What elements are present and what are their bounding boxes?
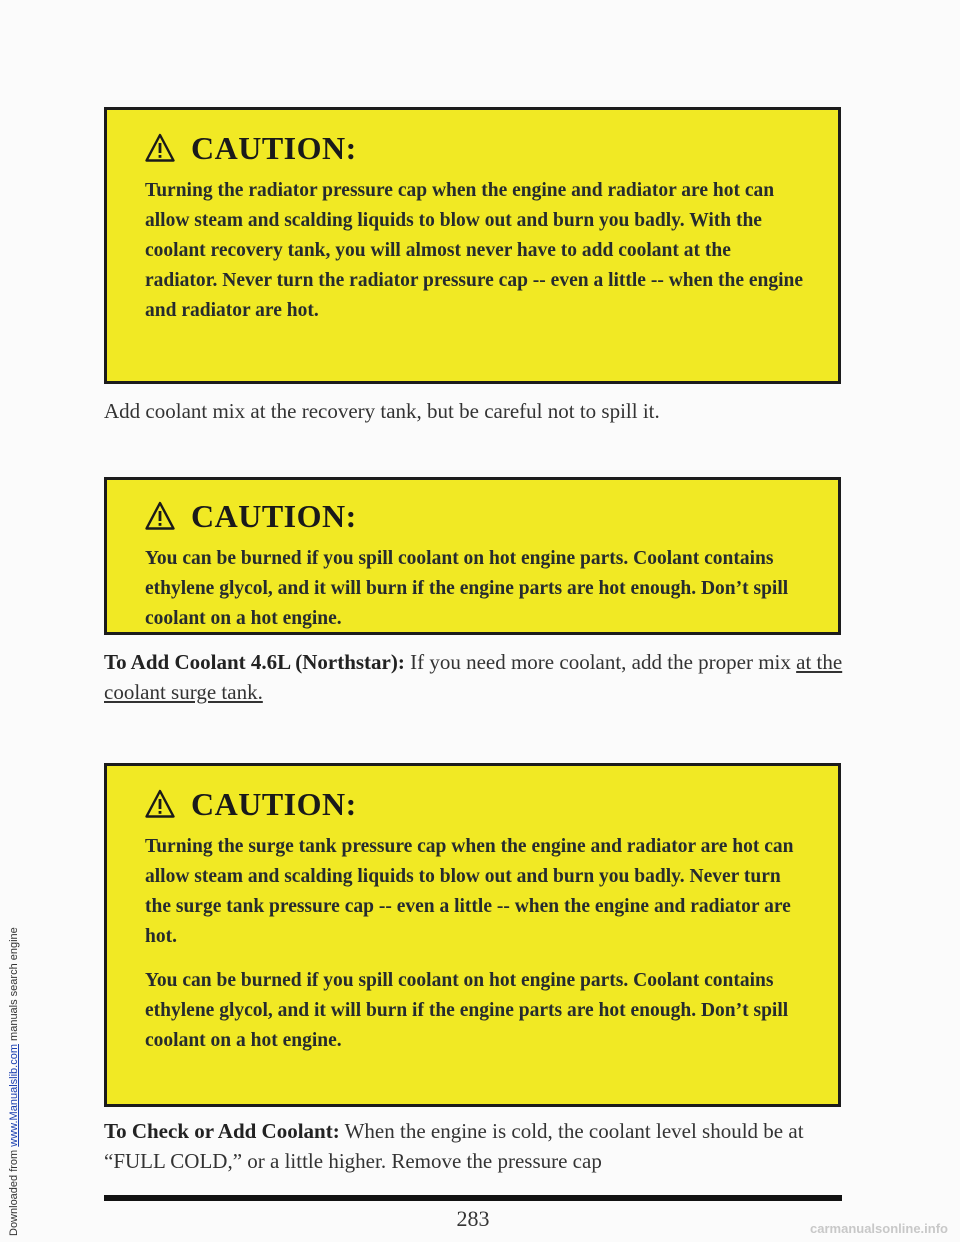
page-number: 283: [456, 1206, 490, 1231]
caution-text: You can be burned if you spill coolant on hot engine parts. Coolant contains ethylene glycol, and it will burn if the engine parts are hot enough. Don’t spill coolant on a hot engine.: [145, 970, 789, 1051]
surge-tank-phrase: at the coolant surge tank.: [104, 650, 843, 704]
check-coolant-body: When the engine is cold, the coolant level should be at “FULL COLD,” or a little higher. Remove the pressure cap: [104, 1119, 804, 1173]
footer-rule: [104, 1195, 842, 1201]
download-suffix: manuals search engine: [8, 927, 20, 1045]
caution-heading: [145, 132, 808, 164]
warning-triangle-icon: [145, 501, 175, 531]
manualslib-link[interactable]: www.Manualslib.com: [8, 1044, 20, 1147]
download-margin: [0, 0, 24, 1242]
caution-title: CAUTION:: [191, 130, 357, 166]
caution-box-radiator-cap: [104, 107, 841, 384]
add-mix-paragraph: Add coolant mix at the recovery tank, but be careful not to spill it.: [104, 399, 660, 423]
check-coolant-paragraph: [104, 1116, 844, 1176]
caution-text: You can be burned if you spill coolant on hot engine parts. Coolant contains ethylene glycol, and it will burn if the engine parts are hot enough. Don’t spill coolant on a hot engine.: [145, 548, 789, 629]
add-coolant-paragraph: [104, 647, 844, 707]
check-coolant-heading: To Check or Add Coolant:: [104, 1119, 340, 1143]
watermark: carmanualsonline.info: [810, 1221, 948, 1236]
caution-box-surge-tank: [104, 763, 841, 1107]
download-notice: [8, 927, 20, 1236]
warning-triangle-icon: [145, 789, 175, 819]
caution-title: CAUTION:: [191, 786, 357, 822]
caution-text: Turning the surge tank pressure cap when the engine and radiator are hot can allow steam and scalding liquids to blow out and burn you badly. Never turn the surge tank pressure cap -- even a little -- when the engine and radiator are hot.: [145, 836, 794, 947]
add-coolant-body: If you need more coolant, add the proper mix: [404, 650, 797, 674]
caution-text: Turning the radiator pressure cap when the engine and radiator are hot can allow steam and scalding liquids to blow out and burn you badly. With the coolant recovery tank, you will almost never have to add coolant at the radiator. Never turn the radiator pressure cap -- even a little -- when the engine and radiator are hot.: [145, 180, 804, 321]
warning-triangle-icon: [145, 133, 175, 163]
add-coolant-heading: To Add Coolant 4.6L (Northstar):: [104, 650, 405, 674]
caution-heading: [145, 788, 808, 820]
caution-title: CAUTION:: [191, 498, 357, 534]
caution-heading: [145, 500, 808, 532]
caution-box-spill: [104, 477, 841, 635]
download-prefix: Downloaded from: [8, 1146, 20, 1236]
